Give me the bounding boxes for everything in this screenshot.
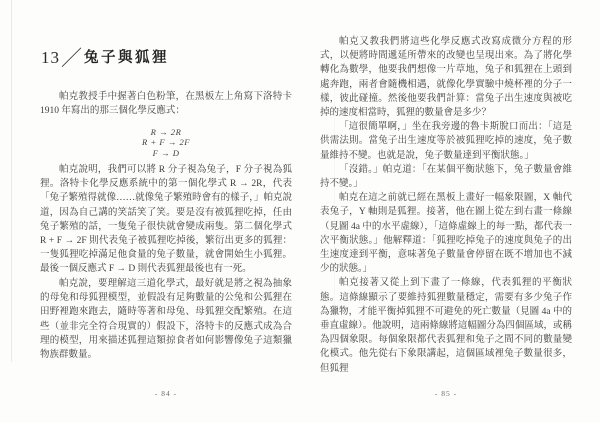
equation-line: R → 2R	[150, 127, 182, 137]
equation-block	[40, 127, 292, 158]
chapter-slash-icon: ／	[61, 46, 82, 70]
right-page	[320, 0, 572, 423]
paragraph: 「這很簡單啊，」坐在我旁邊的魯卡斯脫口而出：「這是供需法則。當兔子出生速度等於被狐狸吃掉的速度，兔子數量維持不變。也就是說，兔子數量達到平衡狀態。」	[320, 122, 572, 161]
paragraph: 帕克說，要理解這三道化學式，最好就是將之視為抽象的母兔和母狐狸模型，並假設有足夠數量的公兔和公狐狸在田野裡跑來跑去，隨時等著和母兔、母狐狸交配繁殖。在這些（並非完全符合現實的）假設下，洛特卡的反應式成為合理的模型，用來描述狐狸這類掠食者如何影響像兔子這類獵物族群數量。	[40, 279, 292, 361]
chapter-title: 兔子與狐狸	[84, 50, 169, 66]
page-number-right: - 85 -	[434, 389, 458, 398]
paragraph: 帕克接著又從上到下畫了一條線，代表狐狸的平衡狀態。這條線顯示了要維持狐狸數量穩定，需要有多少兔子作為獵物，才能平衡掉狐狸不可避免的死亡數量（見圖 4a 中的垂直虛線）。他說明，這兩條線將這幅圖分為四個區域，或稱為四個象限。每個象限都代表狐狸和兔子之間不同的數量變化模式。他先從右下象限講起，這個區域裡兔子數量很多，但狐狸	[320, 278, 572, 374]
chapter-number: 13	[41, 48, 60, 67]
paragraph: 帕克說明，我們可以將 R 分子視為兔子，F 分子視為狐狸。洛特卡化學反應系統中的第一個化學式 R → 2R，代表「兔子繁殖得就像……就像兔子繁殖時會有的樣子，」帕克說道，因為自己講的笑話笑了笑。要是沒有被狐狸吃掉，任由兔子繁殖的話，一隻兔子很快就會變成兩隻。第二個化學式 R + F → 2F 則代表兔子被狐狸吃掉後，繁衍出更多的狐狸：一隻狐狸吃掉滿足他食量的兔子數量，就會開始生小狐狸。最後一個反應式 F → D 則代表狐狸最後也有一死。	[40, 165, 292, 275]
right-page-text	[320, 35, 572, 376]
scan-edge-artifact	[11, 0, 12, 362]
equation-line: F → D	[152, 147, 180, 158]
paragraph: 「沒錯。」帕克道：「在某個平衡狀態下，兔子數量會維持不變。」	[320, 164, 572, 190]
paragraph: 帕克教授手中握著白色粉筆，在黑板左上角寫下洛特卡1910 年寫出的那三個化學反應式：	[40, 92, 292, 117]
paragraph: 帕克在這之前就已經在黑板上畫好一幅象限圖，X 軸代表兔子，Y 軸則是狐狸。接著，他在圖上從左到右畫一條線（見圖 4a 中的水平虛線），「這條虛線上的每一點，都代表一次平衡狀態。」他解釋道：「狐狸吃掉兔子的速度與兔子的出生速度達到平衡，意味著兔子數量會停留在既不增加也不減少的狀態。」	[320, 193, 572, 275]
paragraph: 帕克又教我們將這些化學反應式改寫成微分方程的形式，以便將時間遞延所帶來的改變也呈現出來。為了將化學轉化為數學，他要我們想像一片草地，兔子和狐狸在上頭到處奔跑，兩者會隨機相遇，就像化學實驗中燒杯裡的分子一樣，彼此碰撞。然後他要我們計算：當兔子出生速度與被吃掉的速度相當時，狐狸的數量會是多少？	[320, 37, 572, 119]
left-page	[40, 0, 292, 423]
page-number-left: - 84 -	[154, 389, 178, 398]
chapter-heading	[41, 40, 169, 70]
equation-line: R + F → 2F	[141, 137, 191, 148]
